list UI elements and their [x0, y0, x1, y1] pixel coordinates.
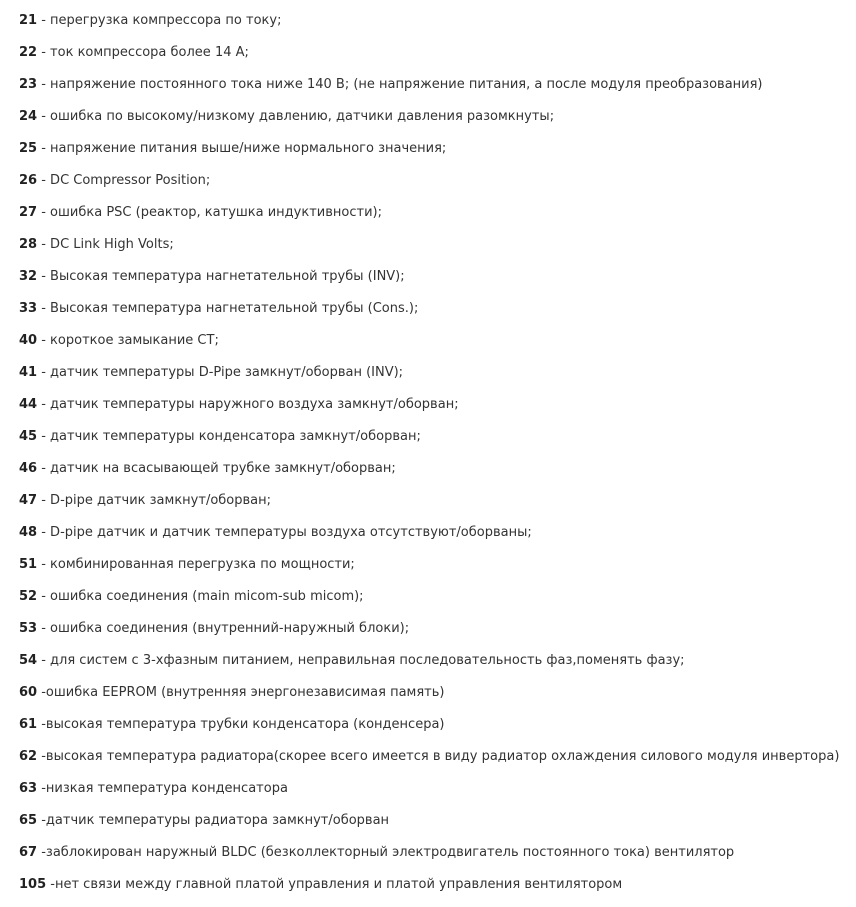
error-code-row	[19, 69, 848, 101]
error-code-row	[19, 549, 848, 581]
error-description: - D-pipe датчик замкнут/оборван;	[41, 493, 272, 508]
error-description: - ток компрессора более 14 А;	[41, 45, 249, 60]
error-description: - короткое замыкание CT;	[41, 333, 219, 348]
error-code: 33	[19, 301, 38, 316]
error-code: 32	[19, 269, 38, 284]
error-code-row	[19, 517, 848, 549]
error-description: - комбинированная перегрузка по мощности;	[41, 557, 355, 572]
error-description: - датчик на всасывающей трубке замкнут/оборван;	[41, 461, 396, 476]
error-code: 28	[19, 237, 38, 252]
error-description: - датчик температуры D-Pipe замкнут/оборван (INV);	[41, 365, 404, 380]
error-description: -низкая температура конденсатора	[41, 781, 288, 796]
error-code: 41	[19, 365, 38, 380]
error-description: -ошибка EEPROM (внутренняя энергонезависимая память)	[41, 685, 445, 700]
error-description: -заблокирован наружный BLDC (безколлекторный электродвигатель постоянного тока) вентилятор	[41, 845, 735, 860]
error-description: - датчик температуры конденсатора замкнут/оборван;	[41, 429, 421, 444]
error-code-row	[19, 645, 848, 677]
error-description: - для систем с 3-хфазным питанием, неправильная последовательность фаз,поменять фазу;	[41, 653, 685, 668]
error-description: - D-pipe датчик и датчик температуры воздуха отсутствуют/оборваны;	[41, 525, 532, 540]
error-code-row	[19, 741, 848, 773]
error-code-row	[19, 581, 848, 613]
error-description: - датчик температуры наружного воздуха замкнут/оборван;	[41, 397, 459, 412]
error-code-row	[19, 165, 848, 197]
error-code-row	[19, 453, 848, 485]
error-code-row	[19, 837, 848, 869]
error-code-row	[19, 325, 848, 357]
error-description: -нет связи между главной платой управления и платой управления вентилятором	[50, 877, 623, 892]
error-code: 48	[19, 525, 38, 540]
error-code: 63	[19, 781, 38, 796]
error-code: 45	[19, 429, 38, 444]
error-code: 105	[19, 877, 47, 892]
error-code: 22	[19, 45, 38, 60]
error-description: - напряжение питания выше/ниже нормального значения;	[41, 141, 447, 156]
error-description: - напряжение постоянного тока ниже 140 В; (не напряжение питания, а после модуля преобразования)	[41, 77, 763, 92]
error-code-row	[19, 389, 848, 421]
error-description: - ошибка PSC (реактор, катушка индуктивности);	[41, 205, 382, 220]
error-code: 53	[19, 621, 38, 636]
error-description: - Высокая температура нагнетательной трубы (INV);	[41, 269, 405, 284]
error-code-row	[19, 101, 848, 133]
error-code: 60	[19, 685, 38, 700]
error-code: 44	[19, 397, 38, 412]
error-code: 62	[19, 749, 38, 764]
error-description: - ошибка по высокому/низкому давлению, датчики давления разомкнуты;	[41, 109, 555, 124]
error-code: 40	[19, 333, 38, 348]
error-code-row	[19, 869, 848, 901]
error-code-row	[19, 773, 848, 805]
error-code: 51	[19, 557, 38, 572]
error-code-row	[19, 293, 848, 325]
error-description: - ошибка соединения (main micom-sub micom);	[41, 589, 364, 604]
error-code-row	[19, 677, 848, 709]
error-code: 67	[19, 845, 38, 860]
error-description: -высокая температура радиатора(скорее всего имеется в виду радиатор охлаждения силового модуля инвертора)	[41, 749, 840, 764]
error-code: 25	[19, 141, 38, 156]
error-code-row	[19, 613, 848, 645]
error-description: - Высокая температура нагнетательной трубы (Cons.);	[41, 301, 419, 316]
error-code-row	[19, 421, 848, 453]
error-code-row	[19, 197, 848, 229]
error-code-row	[19, 357, 848, 389]
error-code: 26	[19, 173, 38, 188]
error-code: 65	[19, 813, 38, 828]
error-description: -высокая температура трубки конденсатора (конденсера)	[41, 717, 445, 732]
error-code-row	[19, 229, 848, 261]
error-code-row	[19, 133, 848, 165]
error-code: 46	[19, 461, 38, 476]
error-code-row	[19, 261, 848, 293]
error-code: 61	[19, 717, 38, 732]
error-code: 21	[19, 13, 38, 28]
error-code-row	[19, 37, 848, 69]
error-description: -датчик температуры радиатора замкнут/оборван	[41, 813, 390, 828]
error-code-row	[19, 709, 848, 741]
error-description: - ошибка соединения (внутренний-наружный блоки);	[41, 621, 410, 636]
error-code: 54	[19, 653, 38, 668]
error-code: 52	[19, 589, 38, 604]
error-code: 47	[19, 493, 38, 508]
error-code-row	[19, 805, 848, 837]
error-description: - DC Compressor Position;	[41, 173, 211, 188]
error-description: - перегрузка компрессора по току;	[41, 13, 282, 28]
error-code: 23	[19, 77, 38, 92]
error-code: 24	[19, 109, 38, 124]
error-description: - DC Link High Volts;	[41, 237, 174, 252]
error-code-row	[19, 5, 848, 37]
error-code-row	[19, 485, 848, 517]
error-code: 27	[19, 205, 38, 220]
